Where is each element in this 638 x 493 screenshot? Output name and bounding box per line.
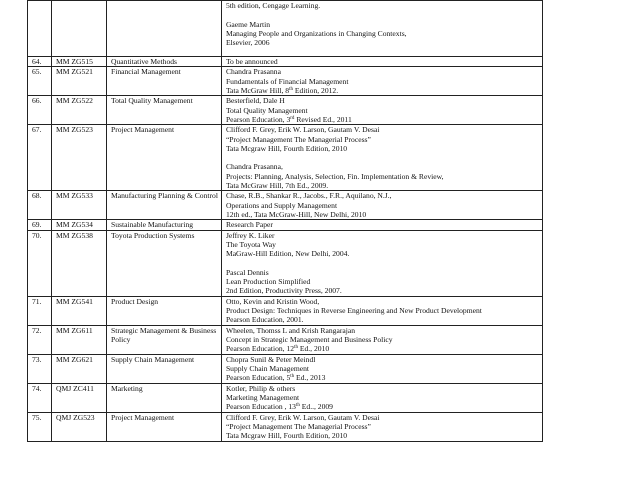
reference-line <box>226 259 539 268</box>
table-row <box>28 383 543 412</box>
reference-line <box>226 67 539 76</box>
reference-segment: Chopra Sunil & Peter Meindl <box>225 354 316 364</box>
reference-line <box>226 172 539 181</box>
course-title <box>107 191 222 220</box>
reference-line <box>226 86 539 95</box>
ordinal-suffix: th <box>295 403 300 409</box>
reference-segment: Pearson Education, 3 <box>225 114 291 124</box>
course-title <box>107 383 222 412</box>
reference-line <box>226 38 539 47</box>
row-number: 65. <box>28 67 52 96</box>
course-title-line: Policy <box>111 335 131 345</box>
ordinal-suffix: th <box>290 374 295 380</box>
reference-segment: Concept in Strategic Management and Business Policy <box>225 335 393 345</box>
table-row <box>28 96 543 125</box>
table-row <box>28 125 543 191</box>
course-title-line: Project Management <box>111 412 175 422</box>
reference-text <box>221 220 542 230</box>
reference-line <box>226 344 539 353</box>
reference-text <box>221 354 542 383</box>
reference-segment: Elsevier, 2006 <box>225 38 270 48</box>
reference-line <box>226 277 539 286</box>
reference-text <box>221 296 542 325</box>
table-row <box>28 296 543 325</box>
course-title <box>107 220 222 230</box>
course-code: MM ZG541 <box>52 296 107 325</box>
course-title-line: Marketing <box>111 383 143 393</box>
course-title <box>107 412 222 441</box>
reference-segment: Projects: Planning, Analysis, Selection, Fin. Implementation & Review, <box>225 171 444 181</box>
reference-segment: Otto, Kevin and Kristin Wood, <box>225 296 320 306</box>
course-title <box>107 354 222 383</box>
course-title-line: Toyota Production Systems <box>111 230 195 240</box>
course-title-line: Total Quality Management <box>111 96 193 106</box>
ordinal-suffix: th <box>289 86 293 92</box>
reference-segment: Tata McGraw Hill, 8 <box>225 85 290 95</box>
reference-line <box>226 297 539 306</box>
reference-line <box>226 220 539 229</box>
reference-line <box>226 125 539 134</box>
reference-segment: 5th edition, Cengage Learning. <box>225 1 321 10</box>
reference-segment: “Project Management The Managerial Process” <box>225 134 371 144</box>
reference-text <box>221 57 542 67</box>
row-number: 74. <box>28 383 52 412</box>
reference-text <box>221 125 542 191</box>
course-title-line: Sustainable Manufacturing <box>111 220 194 230</box>
course-code: MM ZG515 <box>52 57 107 67</box>
table-body <box>28 1 543 442</box>
reference-segment: Besterfield, Dale H <box>225 96 285 106</box>
reference-line <box>226 106 539 115</box>
row-number: 71. <box>28 296 52 325</box>
course-code <box>52 1 107 57</box>
reference-line <box>226 20 539 29</box>
course-title <box>107 325 222 354</box>
reference-segment: Lean Production Simplified <box>225 277 311 287</box>
reference-segment: To be announced <box>225 57 278 66</box>
reference-segment: Pearson Education , 13 <box>225 402 296 412</box>
course-title-line: Financial Management <box>111 67 181 77</box>
table-row <box>28 67 543 96</box>
course-title-line: Product Design <box>111 296 159 306</box>
reference-segment: Pearson Education, 5 <box>225 373 291 383</box>
reference-line <box>226 431 539 440</box>
reference-line <box>226 364 539 373</box>
course-code: MM ZG534 <box>52 220 107 230</box>
reference-line <box>226 231 539 240</box>
reference-segment: Pearson Education, 2001. <box>225 315 304 325</box>
row-number: 68. <box>28 191 52 220</box>
reference-segment: Product Design: Techniques in Reverse Engineering and New Product Development <box>225 306 482 316</box>
course-title-line: Quantitative Methods <box>111 57 178 66</box>
course-code: MM ZG538 <box>52 230 107 296</box>
reference-segment: Pascal Dennis <box>225 267 269 277</box>
table-row <box>28 57 543 67</box>
reference-segment: Clifford F. Grey, Erik W. Larson, Gautam V. Desai <box>225 412 380 422</box>
reference-segment: Chase, R.B., Shankar R., Jacobs., F.R., Aquilano, N.J., <box>225 191 392 201</box>
course-title-line: Manufacturing Planning & Control <box>111 191 218 201</box>
ordinal-suffix: th <box>294 345 298 351</box>
course-title <box>107 57 222 67</box>
reference-segment: Edition, 2012. <box>292 85 339 95</box>
reference-line <box>226 402 539 411</box>
reference-segment: Revised Ed., 2011 <box>294 114 352 124</box>
course-title <box>107 96 222 125</box>
row-number: 75. <box>28 412 52 441</box>
reference-segment: 2nd Edition, Productivity Press, 2007. <box>225 286 342 296</box>
reference-line <box>226 373 539 382</box>
reference-segment: Fundamentals of Financial Management <box>225 76 349 86</box>
reference-segment: Ed., 2010 <box>297 344 330 354</box>
course-code: MM ZG611 <box>52 325 107 354</box>
course-title <box>107 296 222 325</box>
table-row <box>28 220 543 230</box>
course-reference-table <box>27 0 543 442</box>
reference-segment: “Project Management The Managerial Process” <box>225 422 371 432</box>
reference-text <box>221 191 542 220</box>
reference-segment: Ed.., 2009 <box>299 402 333 412</box>
course-title <box>107 230 222 296</box>
reference-segment: Pearson Education, 12 <box>225 344 295 354</box>
table-row <box>28 191 543 220</box>
course-code: MM ZG621 <box>52 354 107 383</box>
reference-line <box>226 413 539 422</box>
reference-segment: 12th ed., Tata McGraw-Hill, New Delhi, 2010 <box>225 209 367 219</box>
reference-line <box>226 306 539 315</box>
reference-line <box>226 326 539 335</box>
row-number: 69. <box>28 220 52 230</box>
course-code: MM ZG522 <box>52 96 107 125</box>
row-number: 64. <box>28 57 52 67</box>
reference-segment: MaGraw-Hill Edition, New Delhi, 2004. <box>225 249 350 259</box>
reference-line <box>226 393 539 402</box>
reference-segment: Wheelen, Thomss L and Krish Rangarajan <box>225 325 355 335</box>
reference-line <box>226 240 539 249</box>
reference-segment: Clifford F. Grey, Erik W. Larson, Gautam V. Desai <box>225 125 380 135</box>
reference-segment: Chandra Prasanna <box>225 67 281 77</box>
reference-line <box>226 355 539 364</box>
reference-line <box>226 29 539 38</box>
reference-segment: Managing People and Organizations in Changing Contexts, <box>225 28 407 38</box>
row-number: 66. <box>28 96 52 125</box>
reference-line <box>226 422 539 431</box>
reference-text <box>221 383 542 412</box>
reference-segment: Operations and Supply Management <box>225 200 338 210</box>
row-number: 70. <box>28 230 52 296</box>
reference-segment: Kotler, Philip & others <box>225 383 296 393</box>
reference-line <box>226 315 539 324</box>
reference-line <box>226 201 539 210</box>
reference-line <box>226 153 539 162</box>
reference-line <box>226 384 539 393</box>
reference-segment: Total Quality Management <box>225 105 308 115</box>
reference-line <box>226 57 539 66</box>
course-title-line: Supply Chain Management <box>111 354 195 364</box>
reference-segment: Tata Mcgraw Hill, Fourth Edition, 2010 <box>225 431 348 441</box>
reference-segment: Tata McGraw Hill, 7th Ed., 2009. <box>225 181 329 191</box>
reference-segment: Marketing Management <box>225 393 300 403</box>
reference-line <box>226 249 539 258</box>
course-title <box>107 125 222 191</box>
reference-segment: Tata Mcgraw Hill, Fourth Edition, 2010 <box>225 143 348 153</box>
table-row <box>28 230 543 296</box>
course-title-line: Strategic Management & Business <box>111 325 217 335</box>
reference-line <box>226 10 539 19</box>
reference-text <box>221 96 542 125</box>
reference-line <box>226 135 539 144</box>
table-row <box>28 325 543 354</box>
reference-line <box>226 335 539 344</box>
table-row <box>28 354 543 383</box>
reference-segment: Supply Chain Management <box>225 364 310 374</box>
reference-line <box>226 77 539 86</box>
reference-line <box>226 115 539 124</box>
reference-line <box>226 210 539 219</box>
row-number: 67. <box>28 125 52 191</box>
reference-segment: Chandra Prasanna, <box>225 162 283 172</box>
reference-segment: The Toyota Way <box>225 239 276 249</box>
row-number: 72. <box>28 325 52 354</box>
reference-segment: Research Paper <box>225 220 273 230</box>
course-code: MM ZG523 <box>52 125 107 191</box>
reference-text <box>221 325 542 354</box>
reference-line <box>226 286 539 295</box>
reference-line <box>226 191 539 200</box>
course-code: QMJ ZC411 <box>52 383 107 412</box>
course-code: QMJ ZG523 <box>52 412 107 441</box>
reference-line <box>226 96 539 105</box>
reference-line <box>226 181 539 190</box>
course-title-line: Project Management <box>111 125 175 135</box>
reference-segment: Gaeme Martin <box>225 19 271 29</box>
course-code: MM ZG533 <box>52 191 107 220</box>
reference-text <box>221 67 542 96</box>
reference-line <box>226 162 539 171</box>
reference-text <box>221 412 542 441</box>
course-code: MM ZG521 <box>52 67 107 96</box>
reference-line <box>226 144 539 153</box>
reference-line <box>226 268 539 277</box>
course-title <box>107 1 222 57</box>
reference-line <box>226 1 539 10</box>
row-number <box>28 1 52 57</box>
reference-segment: Ed., 2013 <box>294 373 326 383</box>
table-row <box>28 1 543 57</box>
ordinal-suffix: rd <box>290 115 295 121</box>
table-row <box>28 412 543 441</box>
reference-text <box>221 230 542 296</box>
row-number: 73. <box>28 354 52 383</box>
reference-text <box>221 1 542 57</box>
reference-segment: Jeffrey K. Liker <box>225 230 275 240</box>
course-title <box>107 67 222 96</box>
